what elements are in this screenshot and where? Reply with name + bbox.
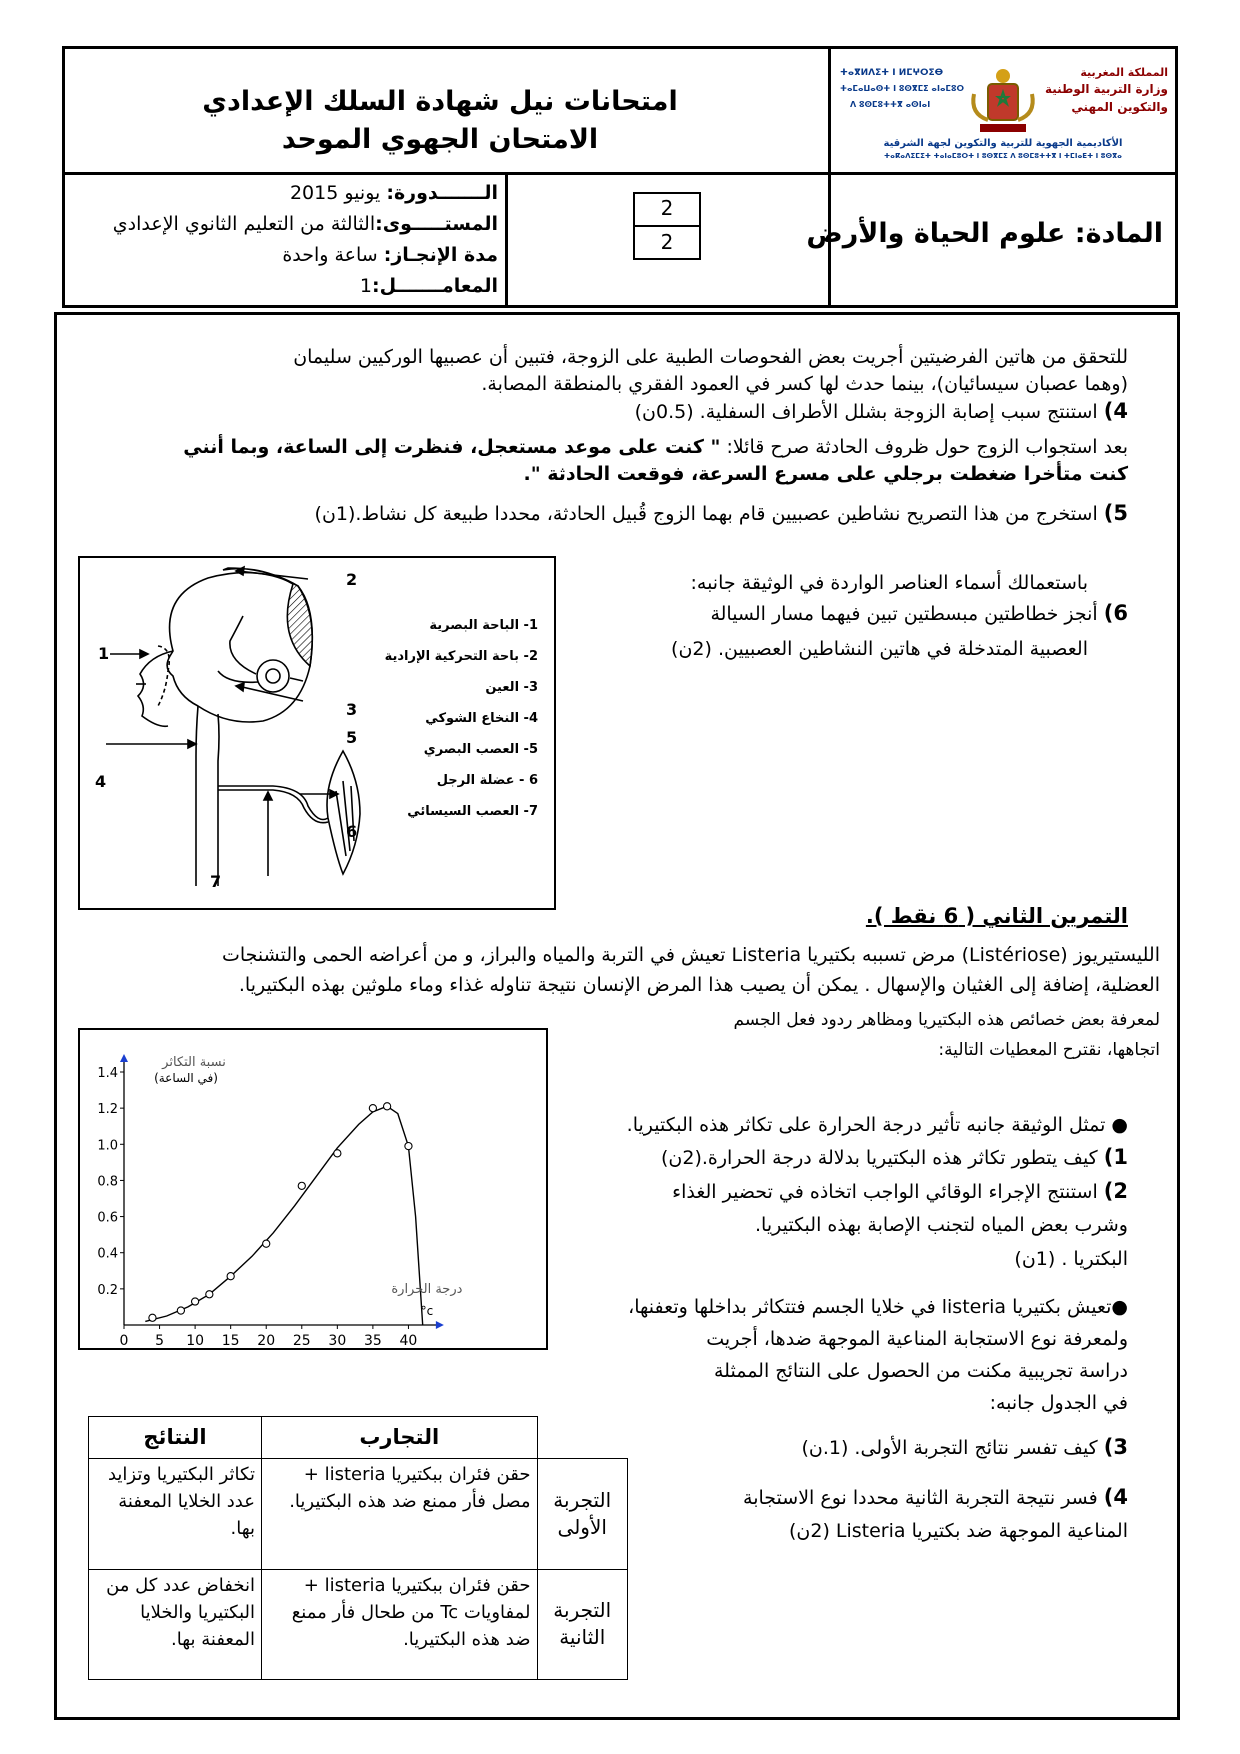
p1-intro-line2: (وهما عصبان سيسائيان)، بينما حدث لها كسر في العمود الفقري بالمنطقة المصابة. bbox=[481, 373, 1128, 395]
table-row bbox=[89, 1459, 628, 1570]
x-tick-label: 30 bbox=[328, 1333, 347, 1349]
bullet2-line3: دراسة تجريبية مكنت من الحصول على النتائج الممثلة bbox=[714, 1360, 1128, 1382]
data-point bbox=[206, 1291, 213, 1298]
fig1-label-6: 6 bbox=[346, 822, 358, 841]
coat-of-arms-icon bbox=[966, 64, 1040, 138]
fig1-label-5: 5 bbox=[346, 728, 358, 747]
header-results: النتائج bbox=[89, 1417, 262, 1459]
logo-left-line3: ⴷ ⵓⵙⵎⵓⵜⵜⴳ ⴰⵙⵏⴰⵏ bbox=[850, 100, 931, 109]
table-row bbox=[89, 1569, 628, 1680]
row-result: تكاثر البكتيريا وتزايد عدد الخلايا المعفنة بها. bbox=[89, 1459, 262, 1570]
y-axis-label: نسبة التكاثر bbox=[162, 1055, 226, 1070]
row-name: التجربة الثانية bbox=[537, 1569, 628, 1680]
x-tick-label: 25 bbox=[292, 1333, 311, 1349]
p1-intro-line1: للتحقق من هاتين الفرضيتين أجريت بعض الفحوصات الطبية على الزوجة، فتبين أن عصبيها الوركيين سليمان bbox=[293, 346, 1128, 368]
row-result: انخفاض عدد كل من البكتيريا والخلايا المعفنة بها. bbox=[89, 1569, 262, 1680]
q6-intro: باستعمالك أسماء العناصر الواردة في الوثيقة جانبه: bbox=[690, 572, 1088, 594]
arrow-5 bbox=[238, 686, 303, 701]
q5-text: استخرج من هذا التصريح نشاطين عصبيين قام بهما الزوج قُبيل الحادثة، محددا طبيعة كل نشاط.(1ن) bbox=[314, 503, 1098, 525]
q4-number: 4) bbox=[1103, 399, 1128, 423]
ministry-logo bbox=[838, 58, 1168, 168]
subject-label: المادة: bbox=[1074, 218, 1163, 249]
arrow-2 bbox=[238, 571, 308, 579]
p2-intro-line3: لمعرفة بعض خصائص هذه البكتيريا ومظاهر ردود فعل الجسم bbox=[733, 1010, 1160, 1030]
x-tick-label: 35 bbox=[363, 1333, 382, 1349]
exercise2-title: التمرين الثاني ( 6 نقط ). bbox=[865, 904, 1128, 928]
data-point bbox=[263, 1240, 270, 1247]
x-axis-arrow-icon bbox=[436, 1321, 444, 1329]
q1-row bbox=[661, 1144, 1128, 1172]
data-point bbox=[149, 1314, 156, 1321]
header-divider-vertical-left bbox=[505, 172, 508, 308]
academy-line2: ⵜⴰⴽⴰⴷⵉⵎⵉⵜ ⵜⴰⵏⴰⵎⵓⵔⵜ ⵏ ⵓⵙⴳⵎⵉ ⴷ ⵓⵙⵎⵓⵜⵜⴳ ⵏ ⵜⵎⵏⴰⴹⵜ ⵏ ⵓⵙⴳⴰ bbox=[883, 152, 1123, 160]
spinal-nerve bbox=[218, 786, 328, 820]
x-tick-label: 5 bbox=[155, 1333, 165, 1349]
bullet2-line4: في الجدول جانبه: bbox=[989, 1392, 1128, 1414]
row-experiment: حقن فئران ببكتيريا listeria + لمفاويات Tc من طحال فأر ممنع ضد هذه البكتيريا. bbox=[262, 1569, 538, 1680]
reproduction-rate-chart bbox=[78, 1028, 548, 1350]
q6-row1 bbox=[710, 600, 1128, 628]
bullet2-row bbox=[628, 1294, 1128, 1321]
testimony-line2: كنت متأخرا ضغطت برجلي على مسرع السرعة، فوقعت الحادثة ". bbox=[523, 463, 1128, 485]
session-info bbox=[70, 178, 498, 302]
legend-item-visual-area: 1- الباحة البصرية bbox=[429, 618, 538, 633]
bullet2-line1: تعيش بكتيريا listeria في خلايا الجسم فتتكاثر بداخلها وتعفنها، bbox=[628, 1296, 1112, 1318]
data-point bbox=[384, 1103, 391, 1110]
fig1-label-1: 1 bbox=[98, 644, 110, 663]
q4-row bbox=[635, 398, 1128, 426]
coef-row bbox=[70, 271, 498, 302]
data-point bbox=[192, 1298, 199, 1305]
y-tick-label: 0.2 bbox=[97, 1282, 118, 1298]
q4b-row bbox=[743, 1484, 1128, 1512]
fig1-label-4: 4 bbox=[95, 772, 107, 791]
q6-line1: أنجز خطاطتين مبسطتين تبين فيهما مسار السيالة bbox=[710, 603, 1098, 625]
fig1-label-3: 3 bbox=[346, 700, 358, 719]
q5-row bbox=[315, 500, 1128, 528]
exam-title: امتحانات نيل شهادة السلك الإعدادي bbox=[202, 86, 678, 117]
q1-text: كيف يتطور تكاثر هذه البكتيريا بدلالة درجة الحرارة.(2ن) bbox=[661, 1147, 1098, 1169]
q2-line2: وشرب بعض المياه لتجنب الإصابة بهذه البكتيريا. bbox=[755, 1214, 1128, 1236]
x-axis-label: درجة الحرارة bbox=[391, 1282, 463, 1297]
q2-number: 2) bbox=[1103, 1179, 1128, 1203]
page-total: 2 bbox=[660, 230, 674, 254]
q6-line2: العصبية المتدخلة في هاتين النشاطين العصبيين. (2ن) bbox=[671, 638, 1088, 660]
q3-number: 3) bbox=[1103, 1435, 1128, 1459]
q6-number: 6) bbox=[1103, 601, 1128, 625]
q4b-number: 4) bbox=[1103, 1485, 1128, 1509]
p2-intro-line1: الليستيريوز (Listériose) مرض تسببه بكتيريا Listeria تعيش في التربة والمياه والبراز، و من أعراضه الحمى والتشنجات bbox=[221, 944, 1160, 966]
header-divider-vertical-right bbox=[828, 46, 831, 308]
y-tick-label: 1.0 bbox=[97, 1138, 118, 1154]
experiment-table bbox=[88, 1416, 628, 1680]
x-tick-label: 10 bbox=[186, 1333, 205, 1349]
page-number: 2 bbox=[660, 196, 674, 220]
experiment-table-wrap bbox=[88, 1416, 628, 1680]
q2-line3: البكتريا . (1ن) bbox=[1014, 1248, 1128, 1270]
subject bbox=[806, 218, 1163, 249]
session-row bbox=[70, 178, 498, 209]
testimony-plain: بعد استجواب الزوج حول ظروف الحادثة صرح قائلا: bbox=[720, 436, 1128, 458]
subject-value: علوم الحياة والأرض bbox=[806, 218, 1066, 249]
row-name: التجربة الأولى bbox=[537, 1459, 628, 1570]
duration-value: ساعة واحدة bbox=[282, 244, 378, 266]
page-number-divider bbox=[633, 225, 701, 227]
x-axis-unit: °c bbox=[420, 1304, 434, 1318]
data-point bbox=[405, 1142, 412, 1149]
q3-row bbox=[801, 1434, 1128, 1462]
level-value: الثالثة من التعليم الثانوي الإعدادي bbox=[112, 213, 376, 235]
testimony-line1 bbox=[183, 434, 1128, 461]
bullet-dot-icon: ● bbox=[1111, 1296, 1128, 1318]
duration-row bbox=[70, 240, 498, 271]
session-value: يونيو 2015 bbox=[289, 182, 381, 204]
logo-right-line1: المملكة المغربية bbox=[1080, 66, 1168, 79]
x-tick-label: 15 bbox=[221, 1333, 240, 1349]
level-row bbox=[70, 209, 498, 240]
y-tick-label: 1.4 bbox=[97, 1066, 118, 1081]
x-tick-label: 40 bbox=[399, 1333, 418, 1349]
legend-item-leg-muscle: 6 - عضلة الرجل bbox=[436, 773, 538, 788]
data-point bbox=[227, 1273, 234, 1280]
q1-number: 1) bbox=[1103, 1145, 1128, 1169]
bullet1 bbox=[627, 1112, 1128, 1139]
q4b-line1: فسر نتيجة التجربة الثانية محددا نوع الاستجابة bbox=[743, 1487, 1098, 1509]
optic-nerve bbox=[230, 616, 256, 674]
logo-right-line2: وزارة التربية الوطنية bbox=[1044, 82, 1168, 96]
data-point bbox=[369, 1105, 376, 1112]
q2-row bbox=[672, 1178, 1128, 1206]
logo-left-line2: ⵜⴰⵎⴰⵡⴰⵙⵜ ⵏ ⵓⵙⴳⵎⵉ ⴰⵏⴰⵎⵓⵔ bbox=[840, 84, 964, 93]
logo-right-line3: والتكوين المهني bbox=[1071, 100, 1168, 114]
bullet1-text: تمثل الوثيقة جانبه تأثير درجة الحرارة على تكاثر هذه البكتيريا. bbox=[626, 1114, 1106, 1136]
y-tick-label: 0.8 bbox=[97, 1174, 118, 1190]
leg-muscle bbox=[327, 751, 360, 874]
exam-subtitle: الامتحان الجهوي الموحد bbox=[281, 124, 599, 155]
coef-label: المعامـــــــل: bbox=[371, 275, 498, 297]
bullet-dot-icon: ● bbox=[1111, 1114, 1128, 1136]
legend-item-motor-area: 2- باحة التحركية الإرادية bbox=[384, 649, 538, 664]
legend-item-eye: 3- العين bbox=[485, 680, 538, 695]
y-tick-label: 1.2 bbox=[97, 1102, 118, 1118]
testimony-quote1: " كنت على موعد مستعجل، فنظرت إلى الساعة، وبما أنني bbox=[183, 436, 721, 458]
session-label: الـــــــدورة: bbox=[386, 182, 498, 204]
q5-number: 5) bbox=[1103, 501, 1128, 525]
q3-text: كيف تفسر نتائج التجربة الأولى. (1.ن) bbox=[801, 1437, 1098, 1459]
bullet2-line2: ولمعرفة نوع الاستجابة المناعية الموجهة ضدها، أجريت bbox=[706, 1328, 1128, 1350]
p2-intro-line2: العضلية، إضافة إلى الغثيان والإسهال . يمكن أن يصيب هذا المرض الإنسان نتيجة تناوله غذاء وماء ملوثين بهذه البكتيريا. bbox=[238, 974, 1160, 996]
x-tick-label: 0 bbox=[119, 1333, 129, 1349]
fig1-label-2: 2 bbox=[346, 570, 358, 589]
header-experiments: التجارب bbox=[262, 1417, 538, 1459]
q4b-line2: المناعية الموجهة ضد بكتيريا Listeria (2ن) bbox=[788, 1520, 1128, 1542]
motor-area bbox=[223, 568, 312, 666]
level-label: المستـــــوى: bbox=[375, 213, 498, 235]
y-axis-arrow-icon bbox=[120, 1054, 128, 1062]
y-tick-label: 0.4 bbox=[97, 1246, 118, 1262]
growth-curve bbox=[145, 1106, 422, 1325]
logo-left-line1: ⵜⴰⴳⵍⴷⵉⵜ ⵏ ⵍⵎⵖⵔⵉⴱ bbox=[840, 68, 944, 78]
p2-intro-line4: اتجاهها، نقترح المعطيات التالية: bbox=[938, 1040, 1160, 1060]
data-point bbox=[298, 1182, 305, 1189]
academy-line1: الأكاديمية الجهوية للتربية والتكوين لجهة الشرقية bbox=[883, 138, 1123, 149]
figure1-legend bbox=[370, 610, 538, 827]
header-divider-horizontal bbox=[62, 172, 1178, 175]
legend-item-optic-nerve: 5- العصب البصري bbox=[423, 742, 538, 757]
fig1-label-7: 7 bbox=[210, 872, 222, 891]
legend-item-spinal-nerve: 7- العصب السيسائي bbox=[407, 804, 538, 819]
coef-value: 1 bbox=[359, 275, 372, 297]
legend-item-spinal-cord: 4- النخاع الشوكي bbox=[425, 711, 538, 726]
q2-line1: استنتج الإجراء الوقائي الواجب اتخاذه في تحضير الغذاء bbox=[672, 1181, 1098, 1203]
data-point bbox=[177, 1307, 184, 1314]
eye bbox=[257, 660, 289, 692]
duration-label: مدة الإنجـاز: bbox=[383, 244, 498, 266]
y-axis-unit: (في الساعة) bbox=[154, 1071, 218, 1085]
x-tick-label: 20 bbox=[257, 1333, 276, 1349]
row-experiment: حقن فئران ببكتيريا listeria + مصل فأر ممنع ضد هذه البكتيريا. bbox=[262, 1459, 538, 1570]
table-corner bbox=[537, 1417, 628, 1459]
data-point bbox=[334, 1150, 341, 1157]
y-tick-label: 0.6 bbox=[97, 1210, 118, 1226]
arrow-3 bbox=[290, 678, 303, 681]
q4-text: استنتج سبب إصابة الزوجة بشلل الأطراف السفلية. (0.5ن) bbox=[634, 401, 1098, 423]
